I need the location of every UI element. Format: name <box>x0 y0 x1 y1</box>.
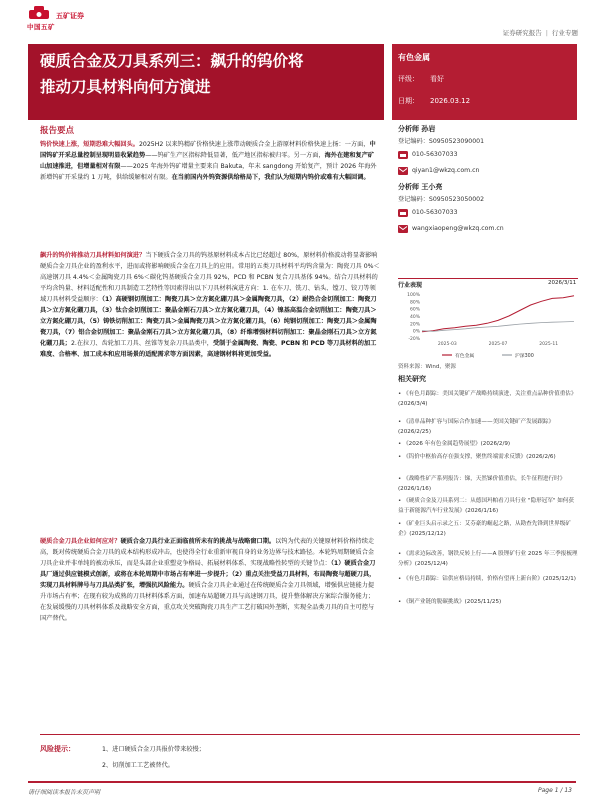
para1-lead: 钨价快速上涨，短期恐难大幅回头。 <box>40 141 139 148</box>
footer-divider <box>28 781 576 783</box>
related-item[interactable]: • 《需求边际改善，钢铁反转上行——A 股锂矿行业 2025 年三季报梳理分析》(2025/12/4) <box>398 551 578 567</box>
related-item[interactable]: • 《硬质合金及刀具系列二：从德国玛帕看刀具行业 "隐形冠军" 如何获益于新能源汽车行业发展》(2026/1/16) <box>398 498 574 514</box>
y-tick-label: 40% <box>409 315 420 320</box>
x-tick-label: 2025-11 <box>539 342 559 347</box>
report-title <box>40 48 380 100</box>
para3-text: 以钨为代表的关键原材料价格持续走高，既对传统硬质合金刀具的成本结构形成冲击，也使得全行业重新审视自身的业务边界与技术路径。本轮钨周期硬质合金刀具企业并非单纯的被动承压，而是头部企业重塑竞争格局、拓展材料体系、实现战略性转型的关键节点： <box>40 538 375 567</box>
title-line-1: 硬质合金及刀具系列三：飙升的钨价将 <box>40 52 304 70</box>
analyst-2-heading: 分析师 王小亮 <box>398 183 443 191</box>
para3-bold0: 硬质合金刀具行业正面临前所未有的挑战与战略窗口期。 <box>120 538 276 545</box>
para1-text3: ——2025 年海外钨矿增量主要来自 Bakuta，年末 sangdong 开始复产，预计 2026 年海外新增钨矿开采量约 1 万吨，供给缓解相对有限。 <box>40 163 377 181</box>
rating-label: 评级： <box>398 75 419 83</box>
y-tick-label: 80% <box>409 300 420 306</box>
report-category: 行业专题 <box>552 29 578 37</box>
phone-icon <box>398 151 408 159</box>
risk-heading: 风险提示： <box>40 745 75 753</box>
y-tick-label: 60% <box>409 307 420 313</box>
paragraph-3 <box>40 536 380 624</box>
brand-logo-icon <box>28 6 50 20</box>
risk-divider <box>40 734 580 735</box>
related-heading: 相关研究 <box>398 375 426 383</box>
chart-source: 资料来源：Wind，聚源 <box>398 364 456 370</box>
related-item[interactable]: • 《矿业巨头启示录之五：艾芬豪的崛起之路，从勘查先锋到世界级矿企》(2025/12/12) <box>398 521 571 537</box>
title-line-2: 推动刀具材料向何方演进 <box>40 78 211 96</box>
para2-lead: 飙升的钨价将推动刀具材料如何演进？ <box>40 252 146 259</box>
para3-bold1: （1）硬质合金刀具厂通过供应链模式创新，或将在本轮周期中市场占有率进一步提升；（2）重点关注受益刀具材料，布局陶瓷与超硬刀具，实现刀具材料牌号与刀具品类扩张，增强抗风险能力。 <box>40 560 376 589</box>
report-date <box>398 96 470 106</box>
x-tick-label: 2025-07 <box>488 342 508 347</box>
analyst-1-reg: 登记编码：S0950523090001 <box>398 138 485 145</box>
chart-date: 2026/3/11 <box>548 280 577 286</box>
x-tick-label: 2025-03 <box>437 342 457 347</box>
analyst-2-reg: 登记编码：S0950523050002 <box>398 196 485 203</box>
email-icon <box>398 167 408 175</box>
para2-text2: 2.在拉刀、齿轮加工刀具、丝锥等复杂刀具品类中， <box>70 340 213 347</box>
related-item[interactable]: • 《清单品种扩容与国际合作加速——美国关键矿产发展跟踪》(2026/2/25) <box>398 419 555 435</box>
industry-label: 有色金属 <box>398 53 430 62</box>
phone-icon <box>398 209 408 217</box>
para1-text2: ——钨矿生产区指标降低显著，低产地区指标被归零。另一方面， <box>145 152 325 159</box>
analyst-1-heading: 分析师 孙岩 <box>398 125 436 133</box>
para3-text2: 硬质合金刀具企业通过在传统硬质合金刀具领域，增强供应链能力提升市场占有率；在现有较为成熟的刀具材料体系方面，加速布局超硬刀具与高速钢刀具，提升整体解决方案综合服务能力；在发展缓慢的刀具材料体系及战略安全方面，重点攻关突破陶瓷刀具生产工艺打破国外垄断，实现全品类刀具的自主可控与国产替代。 <box>40 582 375 622</box>
legend-label: 有色金属 <box>455 353 475 359</box>
logo-text: 中国五矿 <box>27 23 55 31</box>
risk-item-2: 2、切削加工工艺被替代。 <box>102 762 174 769</box>
y-tick-label: 100% <box>407 293 420 298</box>
analyst-1-phone: 010-56307033 <box>412 151 458 158</box>
date-label: 日期： <box>398 97 419 105</box>
section-title: 报告要点 <box>40 126 75 136</box>
y-tick-label: -20% <box>408 337 420 342</box>
y-tick-label: 0% <box>412 329 420 335</box>
paragraph-1 <box>40 139 380 183</box>
y-tick-label: 20% <box>409 322 420 328</box>
related-item[interactable]: • 《有色月跟踪：钴供应格局持续，价格有望再上新台阶》(2025/12/1) <box>398 576 576 582</box>
analyst-2-phone: 010-56307033 <box>412 209 458 216</box>
related-item[interactable]: • 《有色月跟踪：美国关键矿产战略持续演进，关注重点品种价值重估》(2026/3/4) <box>398 391 577 407</box>
analyst-1-email[interactable]: qiyan1@wkzq.com.cn <box>412 167 480 174</box>
series-line-2 <box>422 322 574 332</box>
related-item[interactable]: • 《战略性矿产系列报告：锑，天然锑价值重估，长牛征程进行时》(2026/1/16) <box>398 476 566 492</box>
para1-bold1: 中国钨矿开采总量控制呈现明显收紧趋势 <box>40 141 376 159</box>
related-item[interactable]: • 《钨价中枢抬高存在强支撑，聚焦终端需求反馈》(2026/2/6) <box>398 454 556 460</box>
risk-item-1: 1、进口硬质合金刀具报价带来较慢； <box>102 746 205 753</box>
email-icon <box>398 225 408 233</box>
separator: | <box>545 29 548 37</box>
para2-bold2: 受制于金属陶瓷、陶瓷、PCBN 和 PCD 等刀具材料的加工难度、合格率、加工成本和应用场景的适配需求等方面因素，高速钢材料将更加受益。 <box>40 340 377 358</box>
para1-text: 2025H2 以来钨精矿价格快速上涨带动硬质合金上游原材料价格快速上扬：一方面， <box>139 141 370 148</box>
page-number: Page 1 / 13 <box>538 787 572 794</box>
chart-title: 行业表现 <box>398 282 423 289</box>
related-item[interactable]: • 《铜产业链的脱碳挑战》(2025/11/25) <box>398 599 502 605</box>
related-item[interactable]: • 《2026 年有色金属趋势展望》(2026/2/9) <box>398 441 511 447</box>
report-type: 证券研究报告 <box>502 29 542 37</box>
brand-name: 五矿证券 <box>56 12 84 20</box>
report-meta <box>503 28 578 37</box>
para3-lead: 硬质合金刀具企业如何应对？ <box>40 538 121 545</box>
rating <box>398 74 444 84</box>
analyst-2-email[interactable]: wangxiaopeng@wkzq.com.cn <box>412 225 504 232</box>
para1-bold3: 在当前国内外钨资源供给格局下，我们认为短期内钨价或难有大幅回调。 <box>171 174 370 181</box>
para1-bold2: 海外在建和复产矿山加速推进，但增量相对有限 <box>40 152 375 170</box>
performance-chart <box>398 290 578 360</box>
rating-value: 看好 <box>430 75 444 83</box>
para2-bold1: （1）高硬钢切削加工：陶瓷刀具＞立方氮化硼刀具＞金属陶瓷刀具，（2）耐热合金切削加工：陶瓷刀具＞立方氮化硼刀具，（3）钛合金切削加工：聚晶金刚石刀具＞立方氮化硼刀具，（4）镍基高温合金切削加工：陶瓷刀具＞立方氮化硼刀具，（5）铸铁切削加工：陶瓷刀具＞金属陶瓷刀具＞立方氮化硼刀具，（6）纯钢切削加工：陶瓷刀具＞金属陶瓷刀具，（7）铝合金切削加工：聚晶金刚石刀具＞立方氮化硼刀具，（8）纤维增强材料切削加工：聚晶金刚石刀具＞立方氮化硼刀具； <box>40 296 377 347</box>
paragraph-2 <box>40 250 380 360</box>
footer-disclaimer: 请仔细阅读本报告末页声明 <box>28 789 101 796</box>
date-value: 2026.03.12 <box>430 97 471 105</box>
legend-label: 沪深300 <box>515 353 534 359</box>
para2-text: 当下硬质合金刀具的钨基原材料成本占比已经超过 80%，原材料价格波动将显著影响硬质合金刀具企业的盈利水平，进而或将影响硬质合金在刀具上的应用。常用的五类刀具材料平均钨含量为：陶瓷刀具 0%＜高速钢刀具 4.4%＜金属陶瓷刀具 6%＜碳化钨基硬质合金刀具 92%，PCD 和 PCBN 复合刀具基体 94%。结合刀具材料的平均含钨量、材料适配性和刀具制造工艺特性等因素得出以下刀具材料演进方向：1. 在车刀、铣刀、钻头、镗刀、铰刀等领域刀具材料受益顺序： <box>40 252 380 303</box>
